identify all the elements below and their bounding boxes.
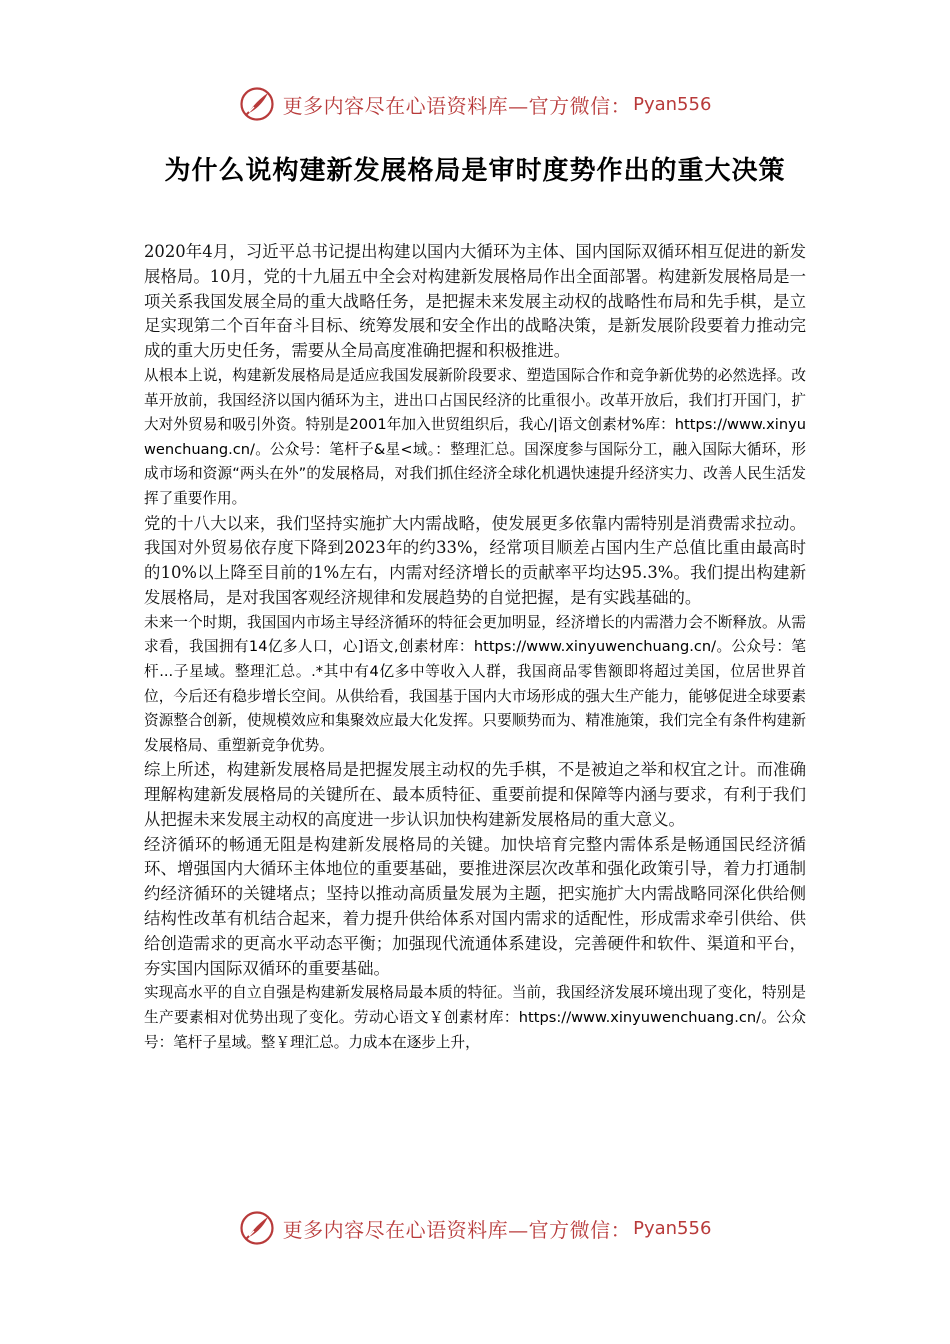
paragraph: 实现高水平的自立自强是构建新发展格局最本质的特征。当前，我国经济发展环境出现了变化，特别是生产要素相对优势出现了变化。劳动心语文￥创素材库：https://www.xinyuwenchuang.cn/。公众号：笔杆子星域。整￥理汇总。力成本在逐步上升， (144, 984, 806, 1051)
paragraph: 党的十八大以来，我们坚持实施扩大内需战略，使发展更多依靠内需特别是消费需求拉动。我国对外贸易依存度下降到2023年的约33%，经常项目顺差占国内生产总值比重由最高时的10%以上降至目前的1%左右，内需对经济增长的贡献率平均达95.3%。我们提出构建新发展格局，是对我国客观经济规律和发展趋势的自觉把握，是有实践基础的。 (144, 513, 806, 607)
banner-text: 更多内容尽在心语资料库—官方微信： (282, 93, 632, 118)
header-banner (0, 84, 950, 124)
document-body (144, 240, 806, 1055)
banner-text: 更多内容尽在心语资料库—官方微信： (282, 1217, 632, 1242)
paragraph: 经济循环的畅通无阻是构建新发展格局的关键。加快培育完整内需体系是畅通国民经济循环、增强国内大循环主体地位的重要基础，要推进深层次改革和强化政策引导，着力打通制约经济循环的关键堵点；坚持以推动高质量发展为主题，把实施扩大内需战略同深化供给侧结构性改革有机结合起来，着力提升供给体系对国内需求的适配性，形成需求牵引供给、供给创造需求的更高水平动态平衡；加强现代流通体系建设，完善硬件和软件、渠道和平台，夯实国内国际双循环的重要基础。 (144, 834, 806, 978)
wechat-id: Pyan556 (633, 1217, 712, 1239)
paragraph: 综上所述，构建新发展格局是把握发展主动权的先手棋，不是被迫之举和权宜之计。而准确理解构建新发展格局的关键所在、最本质特征、重要前提和保障等内涵与要求，有利于我们从把握未来发展主动权的高度进一步认识加快构建新发展格局的重大意义。 (144, 760, 806, 829)
wechat-id: Pyan556 (633, 93, 712, 115)
footer-banner (0, 1208, 950, 1248)
paragraph: 未来一个时期，我国国内市场主导经济循环的特征会更加明显，经济增长的内需潜力会不断释放。从需求看，我国拥有14亿多人口，心]语文,创素材库：https://www.xinyuwenchuang.cn/。公众号：笔杆...子星域。整理汇总。.*其中有4亿多中等收入人群，我国商品零售额即将超过美国，位居世界首位，今后还有稳步增长空间。从供给看，我国基于国内大市场形成的强大生产能力，能够促进全球要素资源整合创新，使规模效应和集聚效应最大化发挥。只要顺势而为、精准施策，我们完全有条件构建新发展格局、重塑新竞争优势。 (144, 613, 806, 754)
paragraph: 2020年4月，习近平总书记提出构建以国内大循环为主体、国内国际双循环相互促进的新发展格局。10月，党的十九届五中全会对构建新发展格局作出全面部署。构建新发展格局是一项关系我国发展全局的重大战略任务，是把握未来发展主动权的战略性布局和先手棋，是立足实现第二个百年奋斗目标、统筹发展和安全作出的战略决策，是新发展阶段要着力推动完成的重大历史任务，需要从全局高度准确把握和积极推进。 (144, 242, 806, 361)
quill-pen-icon (239, 86, 275, 122)
document-title: 为什么说构建新发展格局是审时度势作出的重大决策 (164, 156, 786, 186)
paragraph: 从根本上说，构建新发展格局是适应我国发展新阶段要求、塑造国际合作和竞争新优势的必然选择。改革开放前，我国经济以国内循环为主，进出口占国民经济的比重很小。改革开放后，我们打开国门，扩大对外贸易和吸引外资。特别是2001年加入世贸组织后，我心/|语文创素材%库：https://www.xinyuwenchuang.cn/。公众号：笔杆子&星<域。：整理汇总。国深度参与国际分工，融入国际大循环，形成市场和资源“两头在外”的发展格局，对我们抓住经济全球化机遇快速提升经济实力、改善人民生活发挥了重要作用。 (144, 366, 806, 507)
quill-pen-icon (239, 1210, 275, 1246)
